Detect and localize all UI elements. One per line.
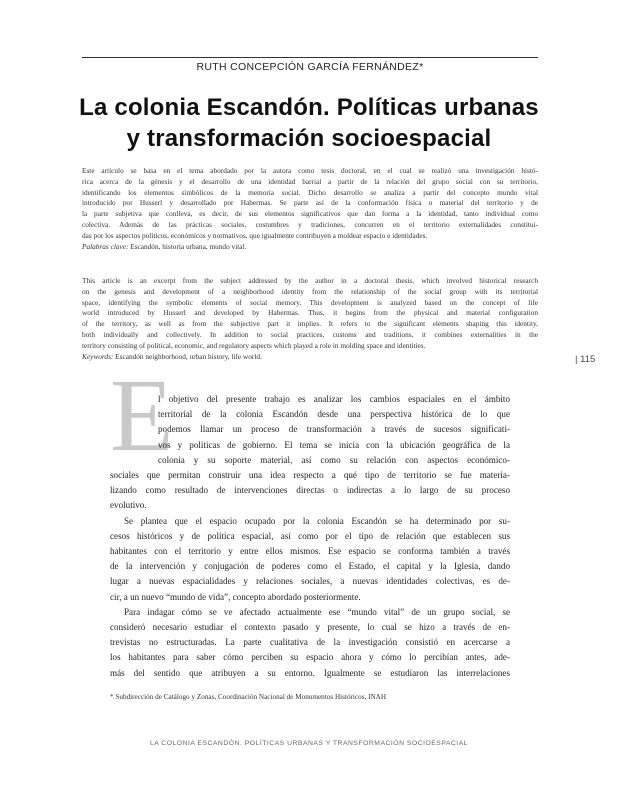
body-line: lizando como resultado de intervenciones directas o indirectas a lo largo de su proceso bbox=[110, 485, 510, 496]
abstract-line: identificando los elementos simbólicos de la memoria social. Dicho desarrollo se analiza a partir del concepto mundo vital bbox=[82, 187, 538, 197]
abstract-line: world introduced by Husserl and developed by Habermas. Thus, it begins from the physical and material configuration bbox=[82, 308, 538, 318]
abstract-line: on the genesis and development of a neighborhood identity from the relationship of the social group with its territorial bbox=[82, 286, 538, 296]
article-title bbox=[40, 92, 578, 154]
abstract-line: space, identifying the symbolic elements of social memory. This development is analyzed based on the concept of life bbox=[82, 297, 538, 307]
abstract-line: la parte subjetiva que conlleva, es decir, de sus elementos significativos que dan forma a la identidad, tanto individual como bbox=[82, 209, 538, 219]
body-line: evolutivo. bbox=[110, 500, 147, 511]
abstract-line: das por los aspectos políticos, económicos y normativos, que igualmente contribuyen a moldear espacio e identidades. bbox=[82, 230, 428, 240]
abstract-line: Este artículo se basa en el tema abordado por la autora como tesis doctoral, en el cual se realizó una investigación histó- bbox=[82, 166, 538, 175]
body-line: consideró necesario estudiar el contexto pasado y presente, lo cual se hizo a través de en- bbox=[110, 622, 510, 633]
body-line: colonia y su soporte material, así como su relación con aspectos económico- bbox=[158, 454, 510, 465]
keywords-text: Escandón, historia urbana, mundo vital. bbox=[128, 241, 247, 251]
abstract-line: introducido por Husserl y desarrollado por Habermas. Se parte así de la conformación física o material del territorio y de bbox=[82, 198, 538, 208]
header-rule bbox=[82, 57, 538, 58]
abstract-line: territory consisting of political, economic, and regulatory aspects which played a role in molding space and identities. bbox=[82, 340, 426, 350]
abstract-line: of the territory, as well as from the subjective part it implies. It refers to the significant elements shaping this identity, bbox=[82, 319, 538, 329]
keywords-label: Keywords: bbox=[82, 351, 114, 361]
abstract-line: This article is an excerpt from the subject addressed by the author in a doctoral thesis, which involved historical research bbox=[82, 276, 538, 285]
body-line: de la intervención y conjugación de poderes como el Estado, el capital y la Iglesia, dando bbox=[110, 561, 510, 572]
abstract-line: both individually and collectively. In addition to social practices, customs and traditions, it combines externalities in the bbox=[82, 329, 538, 339]
body-line: sociales que permitan construir una idea respecto a qué tipo de territorio se fue materia- bbox=[110, 470, 510, 481]
body-line: cir, a un nuevo “mundo de vida”, concepto abordado posteriormente. bbox=[110, 591, 361, 602]
page-number: | 115 bbox=[575, 354, 596, 365]
body-line: los habitantes para saber cómo perciben su espacio ahora y cómo lo percibían antes, ade- bbox=[110, 652, 510, 663]
body-line: más del sentido que atribuyen a su entorno. Igualmente se estudiaron las interrelaciones bbox=[110, 667, 510, 678]
body-line: cesos históricos y de política espacial, así como por el tipo de relación que establecen sus bbox=[110, 530, 510, 541]
body-text bbox=[110, 392, 510, 681]
title-line-1: La colonia Escandón. Políticas urbanas bbox=[79, 94, 539, 121]
body-line: l objetivo del presente trabajo es analizar los cambios espaciales en el ámbito bbox=[158, 394, 510, 404]
abstract-keywords bbox=[82, 242, 538, 253]
abstract-line: colectiva. Además de las prácticas sociales, costumbres y tradiciones, concurren en el territorio externalidades constitui- bbox=[82, 219, 538, 229]
body-line: podemos llamar un proceso de transformación a través de sucesos significati- bbox=[158, 424, 510, 435]
author-name: RUTH CONCEPCIÓN GARCÍA FERNÁNDEZ* bbox=[196, 61, 424, 73]
keywords-text: Escandón neighborhood, urban history, life world. bbox=[113, 351, 262, 361]
body-line: vos y políticas de gobierno. El tema se inicia con la ubicación geográfica de la bbox=[158, 439, 510, 450]
abstract-line: rica acerca de la génesis y el desarrollo de una identidad barrial a partir de la relación del grupo social con su territorio, bbox=[82, 176, 538, 186]
body-line: lugar a nuevas espacialidades y relaciones sociales, a nuevas identidades colectivas, es de- bbox=[110, 576, 510, 587]
abstract-english bbox=[82, 276, 538, 362]
keywords-label: Palabras clave: bbox=[82, 241, 129, 251]
drop-cap: E bbox=[110, 358, 174, 473]
footnote: * Subdirección de Catálogo y Zonas, Coordinación Nacional de Monumentos Históricos, INAH bbox=[110, 693, 387, 701]
body-line: habitantes con el territorio y entre ellos mismos. Ese espacio se conforma también a través bbox=[110, 546, 510, 557]
body-line: territorial de la colonia Escandón desde una perspectiva histórica de lo que bbox=[158, 409, 510, 420]
running-footer: LA COLONIA ESCANDÓN. POLÍTICAS URBANAS Y TRANSFORMACIÓN SOCIOESPACIAL bbox=[149, 740, 469, 747]
body-line: Para indagar cómo se ve afectado actualmente ese “mundo vital” de un grupo social, se bbox=[124, 606, 510, 617]
abstract-spanish bbox=[82, 166, 538, 252]
title-line-2: y transformación socioespacial bbox=[126, 125, 492, 152]
body-line: trevistas no estructuradas. La parte cualitativa de la investigación consistió en acercarse a bbox=[110, 637, 510, 648]
body-line: Se plantea que el espacio ocupado por la colonia Escandón se ha determinado por su- bbox=[124, 515, 510, 526]
